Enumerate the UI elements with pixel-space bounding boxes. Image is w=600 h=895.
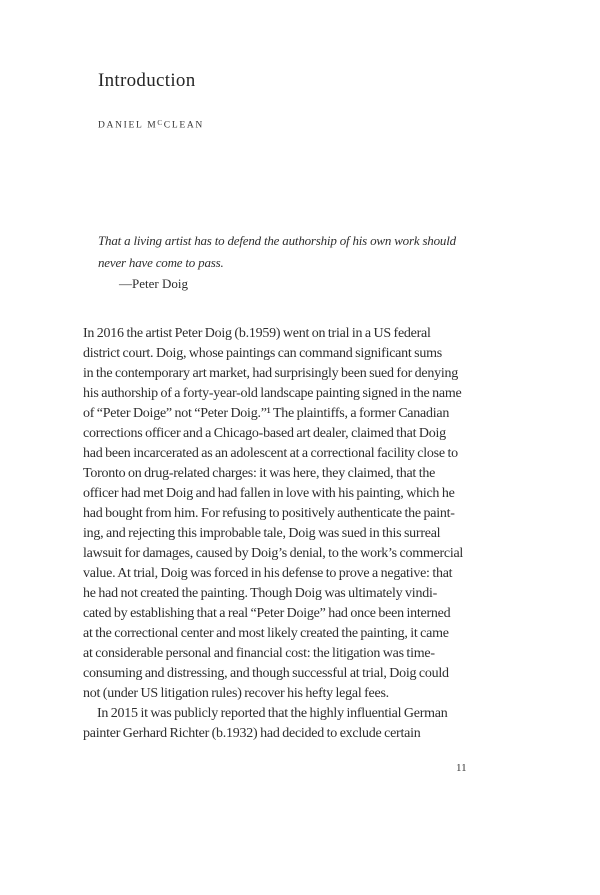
- body-line: In 2015 it was publicly reported that the highly influential German: [97, 706, 448, 721]
- body-line: cated by establishing that a real “Peter Doige” had once been interned: [83, 606, 451, 621]
- author-name: [98, 119, 204, 131]
- chapter-title: Introduction: [98, 70, 196, 91]
- body-line: consuming and distressing, and though successful at trial, Doig could: [83, 666, 449, 681]
- body-line: not (under US litigation rules) recover his hefty legal fees.: [83, 686, 389, 701]
- body-line: his authorship of a forty-year-old landscape painting signed in the name: [83, 386, 462, 401]
- body-line: had bought from him. For refusing to positively authenticate the paint-: [83, 506, 455, 521]
- body-line: officer had met Doig and had fallen in love with his painting, which he: [83, 486, 455, 501]
- body-line: ing, and rejecting this improbable tale, Doig was sued in this surreal: [83, 526, 441, 541]
- body-line: had been incarcerated as an adolescent at a correctional facility close to: [83, 446, 458, 461]
- body-line: at the correctional center and most likely created the painting, it came: [83, 626, 449, 641]
- epigraph-attribution: —Peter Doig: [119, 276, 188, 291]
- page-number: 11: [456, 762, 467, 774]
- body-line: lawsuit for damages, caused by Doig’s denial, to the work’s commercial: [83, 546, 464, 561]
- body-line: at considerable personal and financial cost: the litigation was time-: [83, 646, 435, 661]
- author-name-superscript: C: [157, 119, 164, 127]
- epigraph: [98, 230, 456, 295]
- body-text: [83, 324, 463, 744]
- body-line: In 2016 the artist Peter Doig (b.1959) went on trial in a US federal: [83, 326, 431, 341]
- body-line: district court. Doig, whose paintings can command significant sums: [83, 346, 442, 361]
- epigraph-line: That a living artist has to defend the authorship of his own work should: [98, 233, 456, 248]
- body-line: corrections officer and a Chicago-based art dealer, claimed that Doig: [83, 426, 446, 441]
- body-line: he had not created the painting. Though Doig was ultimately vindi-: [83, 586, 437, 601]
- epigraph-line: never have come to pass.: [98, 254, 224, 270]
- body-line: of “Peter Doige” not “Peter Doig.”¹ The plaintiffs, a former Canadian: [83, 406, 450, 421]
- body-line: in the contemporary art market, had surprisingly been sued for denying: [83, 366, 458, 381]
- body-line: painter Gerhard Richter (b.1932) had decided to exclude certain: [83, 726, 421, 741]
- body-line: Toronto on drug-related charges: it was here, they claimed, that the: [83, 466, 436, 481]
- body-line: value. At trial, Doig was forced in his defense to prove a negative: that: [83, 566, 453, 581]
- author-name-post: CLEAN: [163, 120, 204, 131]
- author-name-pre: DANIEL M: [98, 120, 158, 131]
